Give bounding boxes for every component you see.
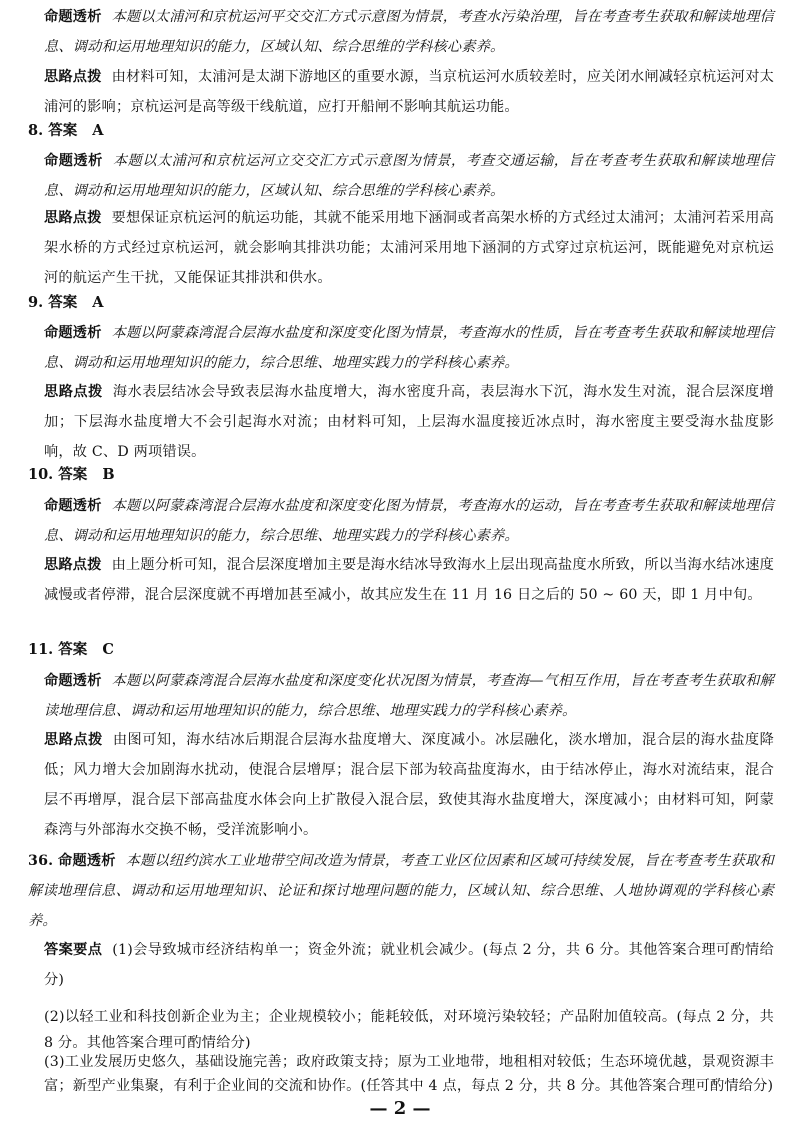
answer-points-label: 答案要点 [44,942,103,958]
hint-text: 要想保证京杭运河的航运功能，其就不能采用地下涵洞或者高架水桥的方式经过太浦河；太浦河若采用高架水桥的方式经过京杭运河，就会影响其排洪功能；太浦河采用地下涵洞的方式穿过京杭运河，既能避免对京杭运河的航运产生干扰，又能保证其排洪和供水。 [44,210,774,286]
block1-hint [44,62,774,122]
page-number: — 2 — [369,1098,431,1119]
hint-label: 思路点拨 [44,69,102,85]
analysis-label: 命题透析 [44,325,102,341]
question-number: 9. [28,294,44,311]
question-number: 10. [28,466,54,483]
q8-analysis [44,146,774,206]
answer-point-3: (3)工业发展历史悠久，基础设施完善；政府政策支持；原为工业地带，地租相对较低；生态环境优越，景观资源丰富；新型产业集聚，有利于企业间的交流和协作。(任答其中 4 点，每点 2 分，共 8 分。其他答案合理可酌情给分) [44,1054,774,1094]
answer-value: A [92,294,104,311]
hint-text: 海水表层结冰会导致表层海水盐度增大，海水密度升高，表层海水下沉，海水发生对流，混合层深度增加；下层海水盐度增大不会引起海水对流；由材料可知，上层海水温度接近冰点时，海水密度主要受海水盐度影响，故 C、D 两项错误。 [44,384,774,460]
answer-label: 答案 [48,123,78,139]
q36-answer-3 [44,1050,774,1098]
analysis-text: 本题以阿蒙森湾混合层海水盐度和深度变化图为情景，考查海水的性质，旨在考查考生获取和解读地理信息、调动和运用地理知识的能力，综合思维、地理实践力的学科核心素养。 [44,325,774,371]
hint-text: 由材料可知，太浦河是太湖下游地区的重要水源，当京杭运河水质较差时，应关闭水闸减轻京杭运河对太浦河的影响；京杭运河是高等级干线航道，应打开船闸不影响其航运功能。 [44,69,774,115]
q9-answer-line [28,293,104,313]
hint-label: 思路点拨 [44,210,102,226]
q10-analysis [44,491,774,551]
analysis-label: 命题透析 [44,153,103,169]
hint-text: 由上题分析可知，混合层深度增加主要是海水结冰导致海水上层出现高盐度水所致，所以当海水结冰速度减慢或者停滞，混合层深度就不再增加甚至减小，故其应发生在 11 月 16 日之后的 50 ~ 60 天，即 1 月中旬。 [44,557,774,603]
question-number: 8. [28,122,44,139]
analysis-text: 本题以太浦河和京杭运河立交交汇方式示意图为情景，考查交通运输，旨在考查考生获取和解读地理信息、调动和运用地理知识的能力，区域认知、综合思维的学科核心素养。 [44,153,774,199]
q8-hint [44,203,774,293]
analysis-text: 本题以阿蒙森湾混合层海水盐度和深度变化图为情景，考查海水的运动，旨在考查考生获取和解读地理信息、调动和运用地理知识的能力，综合思维、地理实践力的学科核心素养。 [44,498,774,544]
analysis-label: 命题透析 [44,673,102,689]
hint-label: 思路点拨 [44,384,103,400]
q36-answer-1 [44,935,774,995]
answer-label: 答案 [58,642,88,658]
q11-analysis [44,666,774,726]
q8-answer-line [28,121,104,141]
analysis-label: 命题透析 [44,498,102,514]
q9-hint [44,377,774,467]
analysis-label: 命题透析 [44,9,102,25]
question-number: 36. [28,853,54,869]
question-number: 11. [28,641,54,658]
block1-analysis [44,2,774,62]
analysis-text: 本题以阿蒙森湾混合层海水盐度和深度变化状况图为情景，考查海—气相互作用，旨在考查考生获取和解读地理信息、调动和运用地理知识的能力，综合思维、地理实践力的学科核心素养。 [44,673,774,719]
q36-answer-2 [44,1004,774,1056]
answer-value: A [92,122,104,139]
q10-hint [44,550,774,610]
analysis-label: 命题透析 [58,853,116,869]
analysis-text: 本题以纽约滨水工业地带空间改造为情景，考查工业区位因素和区域可持续发展，旨在考查考生获取和解读地理信息、调动和运用地理知识、论证和探讨地理问题的能力，区域认知、综合思维、人地协调观的学科核心素养。 [28,853,774,929]
hint-label: 思路点拨 [44,557,102,573]
analysis-text: 本题以太浦河和京杭运河平交交汇方式示意图为情景，考查水污染治理，旨在考查考生获取和解读地理信息、调动和运用地理知识的能力，区域认知、综合思维的学科核心素养。 [44,9,774,55]
answer-value: B [102,466,115,483]
answer-point-1: (1)会导致城市经济结构单一；资金外流；就业机会减少。(每点 2 分，共 6 分。其他答案合理可酌情给分) [44,942,774,988]
q10-answer-line [28,465,115,485]
answer-value: C [102,641,114,658]
hint-label: 思路点拨 [44,732,103,748]
answer-label: 答案 [48,295,78,311]
answer-point-2: (2)以轻工业和科技创新企业为主；企业规模较小；能耗较低，对环境污染较轻；产品附加值较高。(每点 2 分，共 8 分。其他答案合理可酌情给分) [44,1009,774,1051]
q11-answer-line [28,640,114,660]
hint-text: 由图可知，海水结冰后期混合层海水盐度增大、深度减小。冰层融化，淡水增加，混合层的海水盐度降低；风力增大会加剧海水扰动，使混合层增厚；混合层下部为较高盐度海水，由于结冰停止，海水对流结束，混合层不再增厚，混合层下部高盐度水体会向上扩散侵入混合层，致使其海水盐度增大，深度减小；由材料可知，阿蒙森湾与外部海水交换不畅，受洋流影响小。 [44,732,774,838]
answer-label: 答案 [58,467,88,483]
q9-analysis [44,318,774,378]
q36-analysis [28,846,774,936]
q11-hint [44,725,774,845]
